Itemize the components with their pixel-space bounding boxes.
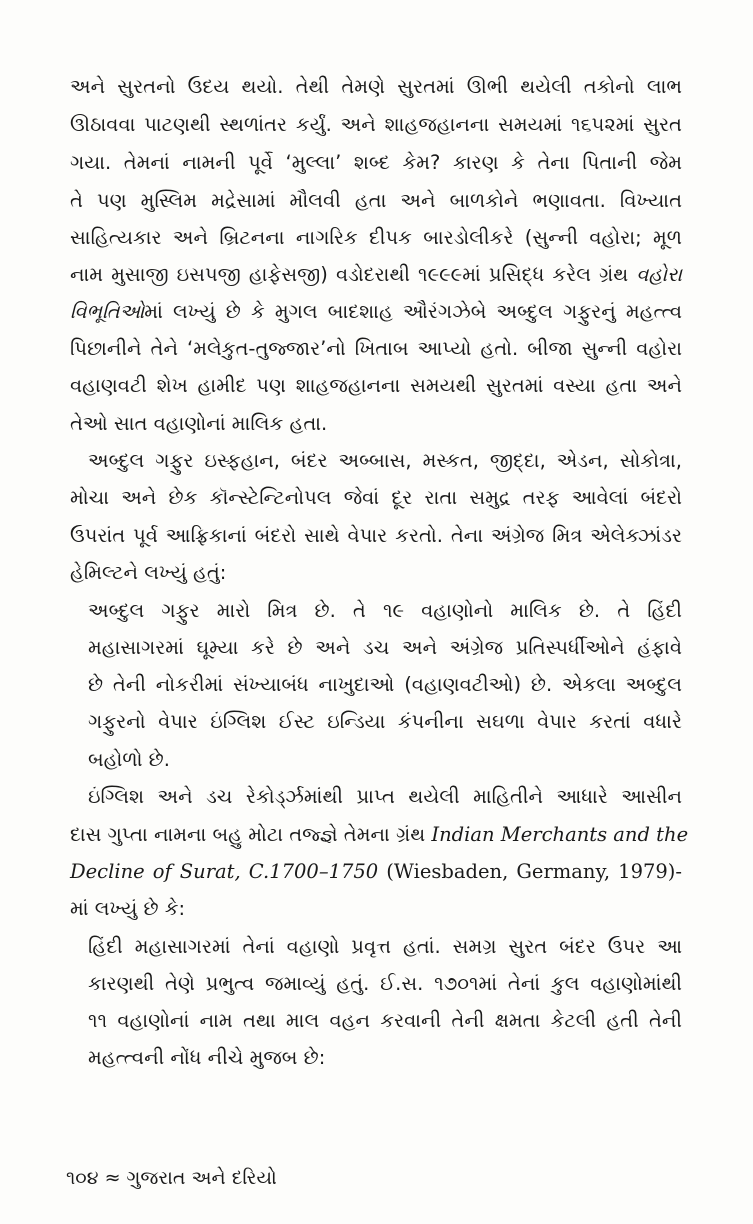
text-line: માં લખ્યું છે કે: [70, 897, 186, 920]
text-line: મોચા અને છેક કૉન્સ્ટેન્ટિનોપલ જેવાં દૂર રાતા સમુદ્ર તરફ આવેલાં બંદરો [70, 486, 682, 509]
text-line: અને સુરતનો ઉદય થયો. તેથી તેમણે સુરતમાં ઊભી થયેલી તકોનો લાભ [70, 75, 682, 98]
quote-line: ગફુરનો વેપાર ઇંગ્લિશ ઈસ્ટ ઇન્ડિયા કંપનીના સઘળા વેપાર કરતાં વધારે [88, 710, 682, 733]
publication-info: (Wiesbaden, Germany, 1979)- [386, 860, 683, 883]
text-line: તેઓ સાત વહાણોનાં માલિક હતા. [70, 412, 328, 435]
text-span: દાસ ગુપ્તા નામના બહુ મોટા તજ્જ્ઞે તેમના ગ્રંથ [70, 823, 426, 846]
italic-book-name: વહોરા [636, 263, 682, 286]
quote-line: કારણથી તેણે પ્રભુત્વ જમાવ્યું હતું. ઈ.સ. ૧૭૦૧માં તેનાં કુલ વહાણોમાંથી [88, 972, 682, 995]
text-span: માં લખ્યું છે કે મુગલ બાદશાહ ઔરંગઝેબે અબ્દુલ ગફુરનું મહત્ત્વ [144, 300, 682, 323]
text-line [70, 820, 689, 850]
text-line: સાહિત્યકાર અને બ્રિટનના નાગરિક દીપક બારડોલીકરે (સુન્ની વહોરા; મૂળ [70, 226, 682, 249]
italic-book-name: વિભૂતિઓ [70, 300, 145, 323]
text-line [70, 857, 682, 887]
quote-line: હિંદી મહાસાગરમાં તેનાં વહાણો પ્રવૃત્ત હતાં. સમગ્ર સુરત બંદર ઉપર આ [88, 935, 682, 958]
quote-line: બહોળો છે. [88, 748, 170, 771]
book-title-english: Indian Merchants and the [431, 823, 689, 846]
quote-line: અબ્દુલ ગફુર મારો મિત્ર છે. તે ૧૯ વહાણોનો માલિક છે. તે હિંદી [88, 599, 682, 622]
text-line: ગયા. તેમનાં નામની પૂર્વે ‘મુલ્લા’ શબ્દ કેમ? કારણ કે તેના પિતાની જેમ [70, 151, 682, 174]
text-line [70, 297, 682, 327]
text-line: વહાણવટી શેખ હામીદ પણ શાહજહાનના સમયથી સુરતમાં વસ્યા હતા અને [70, 374, 682, 397]
quote-line: છે તેની નોકરીમાં સંખ્યાબંધ નાખુદાઓ (વહાણવટીઓ) છે. એકલા અબ્દુલ [88, 673, 682, 696]
text-line: ઇંગ્લિશ અને ડચ રેકોર્ડ્ઝમાંથી પ્રાપ્ત થયેલી માહિતીને આધારે આસીન [88, 785, 682, 808]
text-line [70, 260, 682, 290]
quote-line: ૧૧ વહાણોનાં નામ તથા માલ વહન કરવાની તેની ક્ષમતા કેટલી હતી તેની [88, 1009, 682, 1032]
book-title-english: Decline of Surat, C.1700–1750 [70, 860, 379, 883]
footer-separator: ≈ [104, 1167, 121, 1189]
page-number: ૧૦૪ [66, 1167, 99, 1189]
text-line: અબ્દુલ ગફુર ઇસ્ફહાન, બંદર અબ્બાસ, મસ્કત, જીદ્દા, એડન, સોકોત્રા, [88, 449, 682, 472]
running-book-title: ગુજરાત અને દરિયો [126, 1167, 277, 1189]
text-line: પિછાનીને તેને ‘મલેકુત-તુજ્જાર’નો ખિતાબ આપ્યો હતો. બીજા સુન્ની વહોરા [70, 337, 682, 360]
text-line: હેમિલ્ટને લખ્યું હતું: [70, 561, 227, 584]
text-line: ઉપરાંત પૂર્વ આફ્રિકાનાં બંદરો સાથે વેપાર કરતો. તેના અંગ્રેજ મિત્ર એલેક્ઝાંડર [70, 524, 682, 547]
text-span: નામ મુસાજી ઇસપજી હાફેસજી) વડોદરાથી ૧૯૯૯માં પ્રસિદ્ધ કરેલ ગ્રંથ [70, 263, 629, 286]
text-line: ઊઠાવવા પાટણથી સ્થળાંતર કર્યું. અને શાહજહાનના સમયમાં ૧૬૫૨માં સુરત [70, 113, 682, 136]
quote-line: મહત્ત્વની નોંધ નીચે મુજબ છે: [88, 1046, 326, 1069]
page-footer [66, 1167, 277, 1189]
quote-line: મહાસાગરમાં ઘૂમ્યા કરે છે અને ડચ અને અંગ્રેજ પ્રતિસ્પર્ધીઓને હંફાવે [88, 636, 682, 659]
text-line: તે પણ મુસ્લિમ મદ્રેસામાં મૌલવી હતા અને બાળકોને ભણાવતા. વિખ્યાત [70, 189, 682, 212]
